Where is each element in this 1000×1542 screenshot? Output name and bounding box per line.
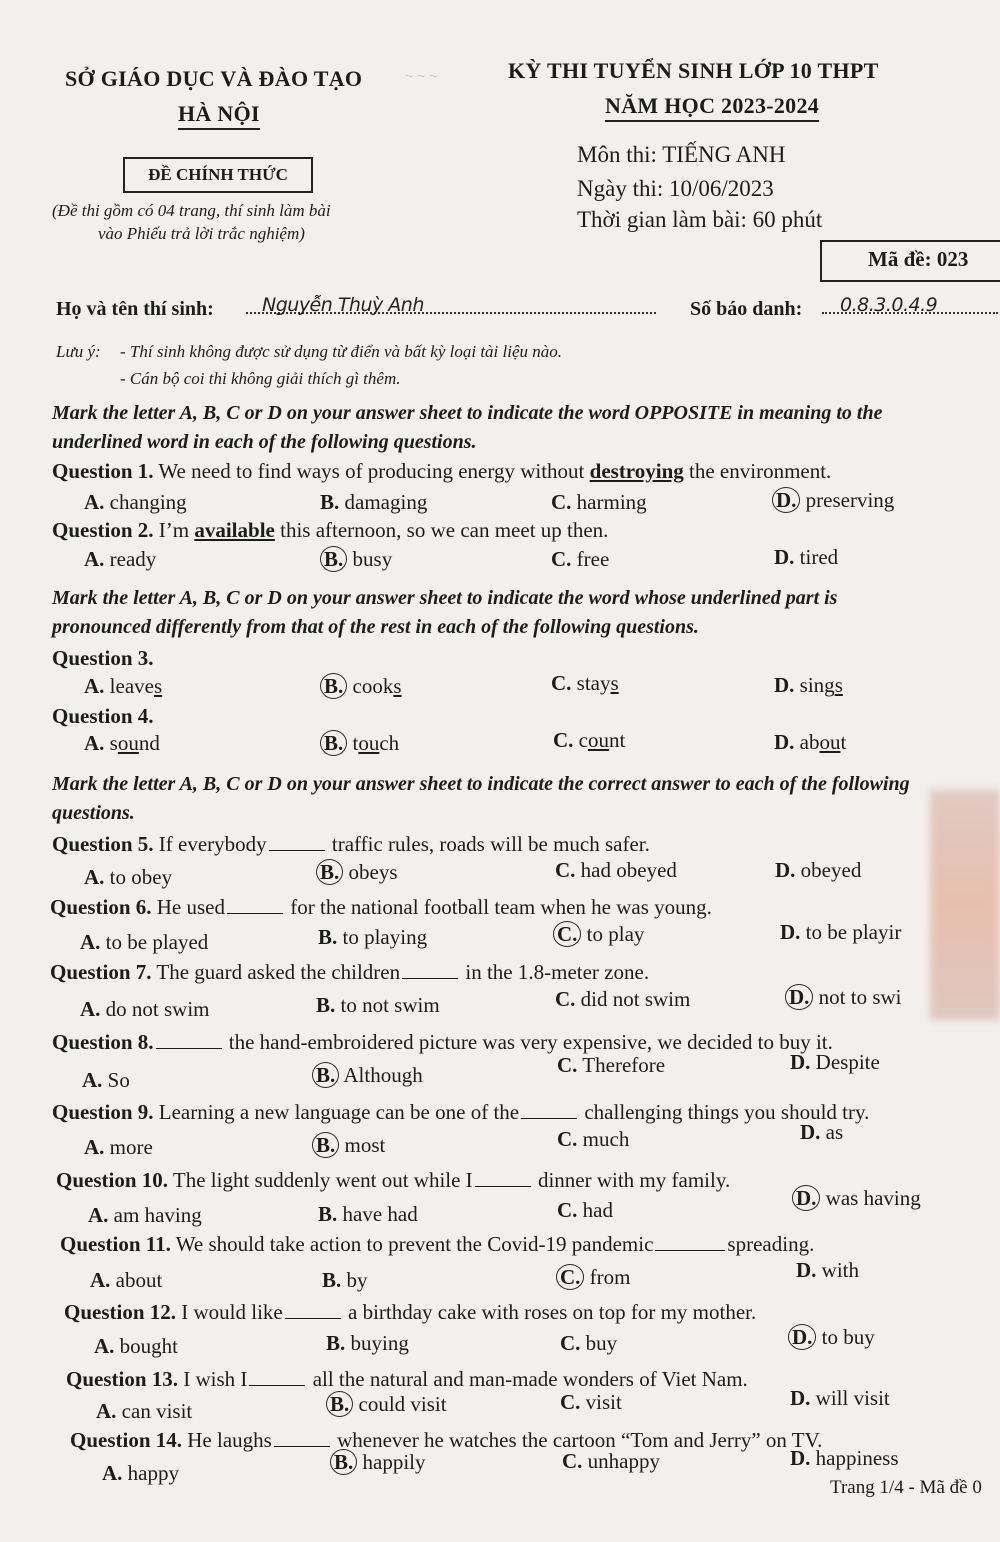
candidate-name-label: Họ và tên thí sinh: — [56, 298, 214, 320]
answer-circle: B. — [320, 730, 347, 756]
answer-circle: B. — [316, 859, 343, 885]
notes-label: Lưu ý: — [56, 342, 101, 361]
answer-circle: D. — [772, 487, 800, 513]
q5-option-b[interactable]: B. obeys — [316, 860, 398, 885]
q14-option-a[interactable]: A. happy — [102, 1461, 179, 1485]
section3-instruction-line2: questions. — [52, 802, 135, 824]
page-footer: Trang 1/4 - Mã đề 0 — [830, 1477, 982, 1498]
candidate-id-label: Số báo danh: — [690, 298, 803, 320]
answer-blank — [285, 1304, 341, 1319]
question-13: Question 13. I wish I all the natural and man-made wonders of Viet Nam. — [66, 1367, 748, 1391]
question-1 — [52, 459, 831, 484]
question-3: Question 3. — [52, 646, 154, 670]
q1-option-c[interactable]: C. harming — [551, 490, 647, 514]
q11-option-b[interactable]: B. by — [322, 1268, 368, 1292]
q14-option-c[interactable]: C. unhappy — [562, 1449, 660, 1473]
question-9: Question 9. Learning a new language can be one of the challenging things you should try. — [52, 1100, 870, 1124]
q9-option-d[interactable]: D. as — [800, 1120, 844, 1144]
q2-option-a[interactable]: A. ready — [84, 547, 157, 571]
blurred-photo-area — [930, 790, 1000, 1020]
q12-option-a[interactable]: A. bought — [94, 1334, 179, 1358]
answer-blank — [655, 1236, 725, 1251]
q10-option-b[interactable]: B. have had — [318, 1202, 418, 1226]
notes-line1: - Thí sinh không được sử dụng từ điển và bất kỳ loại tài liệu nào. — [120, 342, 563, 361]
question-7: Question 7. The guard asked the children in the 1.8-meter zone. — [50, 960, 650, 984]
department-line2: HÀ NỘI — [178, 101, 260, 130]
q4-option-d[interactable]: D. about — [774, 730, 847, 754]
notes-line2: - Cán bộ coi thi không giải thích gì thêm. — [120, 369, 401, 388]
answer-circle: B. — [326, 1391, 353, 1417]
q10-option-c[interactable]: C. had — [557, 1198, 613, 1222]
subject-line: Môn thi: TIẾNG ANH — [577, 142, 786, 167]
answer-blank — [227, 899, 283, 914]
q7-option-b[interactable]: B. to not swim — [316, 993, 440, 1017]
answer-circle: B. — [330, 1449, 357, 1475]
q12-option-c[interactable]: C. buy — [560, 1331, 618, 1355]
q13-option-d[interactable]: D. will visit — [790, 1386, 890, 1410]
section1-instruction-line1: Mark the letter A, B, C or D on your answer sheet to indicate the word OPPOSITE in meaning to the — [52, 402, 883, 424]
q3-option-d[interactable]: D. sings — [774, 673, 843, 697]
exam-note-line2: vào Phiếu trả lời trắc nghiệm) — [98, 224, 305, 243]
exam-title: KỲ THI TUYỂN SINH LỚP 10 THPT — [508, 58, 879, 83]
question-11: Question 11. We should take action to prevent the Covid-19 pandemic spreading. — [60, 1232, 815, 1256]
q6-option-b[interactable]: B. to playing — [318, 925, 428, 949]
q4-option-c[interactable]: C. count — [553, 728, 626, 752]
q5-option-d[interactable]: D. obeyed — [775, 858, 862, 882]
q9-option-a[interactable]: A. more — [84, 1135, 153, 1159]
candidate-id-value: 0.8.3.0.4.9 — [840, 294, 938, 316]
answer-circle: B. — [312, 1132, 339, 1158]
exam-code-box — [820, 240, 1000, 282]
underlined-word: available — [194, 518, 275, 542]
q12-option-d[interactable]: D. to buy — [788, 1325, 875, 1350]
section3-instruction-line1: Mark the letter A, B, C or D on your answer sheet to indicate the correct answer to each of the following — [52, 773, 910, 795]
answer-blank — [269, 836, 325, 851]
q1-option-b[interactable]: B. damaging — [320, 490, 428, 514]
question-5: Question 5. If everybody traffic rules, roads will be much safer. — [52, 832, 650, 856]
q8-option-b[interactable]: B. Although — [312, 1063, 423, 1088]
section2-instruction-line1: Mark the letter A, B, C or D on your answer sheet to indicate the word whose underlined part is — [52, 587, 838, 609]
q14-option-d[interactable]: D. happiness — [790, 1446, 899, 1470]
q2-option-d[interactable]: D. tired — [774, 545, 839, 569]
exam-duration: Thời gian làm bài: 60 phút — [577, 207, 823, 232]
school-year: NĂM HỌC 2023-2024 — [605, 93, 819, 122]
official-label: ĐỀ CHÍNH THỨC — [148, 165, 288, 184]
question-text: We need to find ways of producing energy without — [158, 459, 585, 483]
answer-blank — [402, 964, 458, 979]
q7-option-a[interactable]: A. do not swim — [80, 997, 210, 1021]
answer-circle: B. — [312, 1062, 339, 1088]
answer-circle: B. — [320, 546, 347, 572]
q12-option-b[interactable]: B. buying — [326, 1331, 409, 1355]
exam-note-line1: (Đề thi gồm có 04 trang, thí sinh làm bài — [52, 201, 331, 220]
q3-option-b[interactable]: B. cooks — [320, 674, 402, 699]
answer-circle: D. — [785, 984, 813, 1010]
q2-option-c[interactable]: C. free — [551, 547, 610, 571]
underlined-word: destroying — [589, 459, 684, 483]
question-text: the environment. — [689, 459, 832, 483]
answer-blank — [521, 1104, 577, 1119]
q2-option-b[interactable]: B. busy — [320, 547, 392, 572]
q6-option-d[interactable]: D. to be playir — [780, 920, 902, 944]
q8-option-a[interactable]: A. So — [82, 1068, 130, 1092]
question-12: Question 12. I would like a birthday cake with roses on top for my mother. — [64, 1300, 757, 1324]
answer-blank — [274, 1432, 330, 1447]
q13-option-b[interactable]: B. could visit — [326, 1392, 447, 1417]
section1-instruction-line2: underlined word in each of the following questions. — [52, 431, 477, 453]
answer-circle: D. — [788, 1324, 816, 1350]
question-14: Question 14. He laughs whenever he watches the cartoon “Tom and Jerry” on TV. — [70, 1428, 823, 1452]
answer-blank — [156, 1034, 222, 1049]
q1-option-a[interactable]: A. changing — [84, 490, 187, 514]
section2-instruction-line2: pronounced differently from that of the rest in each of the following questions. — [52, 616, 699, 638]
q11-option-c[interactable]: C. from — [556, 1265, 631, 1290]
q3-option-c[interactable]: C. stays — [551, 671, 619, 695]
q14-option-b[interactable]: B. happily — [330, 1450, 426, 1475]
answer-circle: C. — [556, 1264, 584, 1290]
q4-option-b[interactable]: B. touch — [320, 731, 399, 756]
q7-option-c[interactable]: C. did not swim — [555, 987, 691, 1011]
q4-option-a[interactable]: A. sound — [84, 731, 160, 755]
q11-option-a[interactable]: A. about — [90, 1268, 163, 1292]
question-10: Question 10. The light suddenly went out while I dinner with my family. — [56, 1168, 731, 1192]
official-stamp-box — [123, 157, 313, 193]
q6-option-c[interactable]: C. to play — [553, 922, 644, 947]
q10-option-d[interactable]: D. was having — [792, 1186, 921, 1211]
answer-circle: C. — [553, 921, 581, 947]
q9-option-c[interactable]: C. much — [557, 1127, 630, 1151]
q8-option-d[interactable]: D. Despite — [790, 1050, 880, 1074]
question-2: Question 2. I’m available this afternoon, so we can meet up then. — [52, 518, 609, 542]
exam-code: Mã đề: 023 — [868, 247, 969, 271]
answer-circle: D. — [792, 1185, 820, 1211]
q6-option-a[interactable]: A. to be played — [80, 930, 209, 954]
q5-option-a[interactable]: A. to obey — [84, 865, 173, 889]
q10-option-a[interactable]: A. am having — [88, 1203, 202, 1227]
answer-blank — [249, 1371, 305, 1386]
q7-option-d[interactable]: D. not to swi — [785, 985, 902, 1010]
q1-option-d[interactable]: D. preserving — [772, 488, 894, 513]
exam-date: Ngày thi: 10/06/2023 — [577, 176, 774, 201]
answer-blank — [475, 1172, 531, 1187]
question-8: Question 8. the hand-embroidered picture was very expensive, we decided to buy it. — [52, 1030, 833, 1054]
question-4: Question 4. — [52, 704, 154, 728]
q11-option-d[interactable]: D. with — [796, 1258, 860, 1282]
q8-option-c[interactable]: C. Therefore — [557, 1053, 666, 1077]
question-number: Question 1. — [52, 459, 154, 483]
answer-circle: B. — [320, 673, 347, 699]
q9-option-b[interactable]: B. most — [312, 1133, 385, 1158]
bleed-through-text: ~ ~ ~ — [405, 68, 438, 84]
q13-option-c[interactable]: C. visit — [560, 1390, 622, 1414]
q5-option-c[interactable]: C. had obeyed — [555, 858, 677, 882]
q13-option-a[interactable]: A. can visit — [96, 1399, 193, 1423]
department-line1: SỞ GIÁO DỤC VÀ ĐÀO TẠO — [65, 66, 363, 91]
q3-option-a[interactable]: A. leaves — [84, 674, 163, 698]
question-6: Question 6. He used for the national football team when he was young. — [50, 895, 712, 919]
candidate-name-value: Nguyễn Thuỳ Anh — [262, 294, 424, 316]
